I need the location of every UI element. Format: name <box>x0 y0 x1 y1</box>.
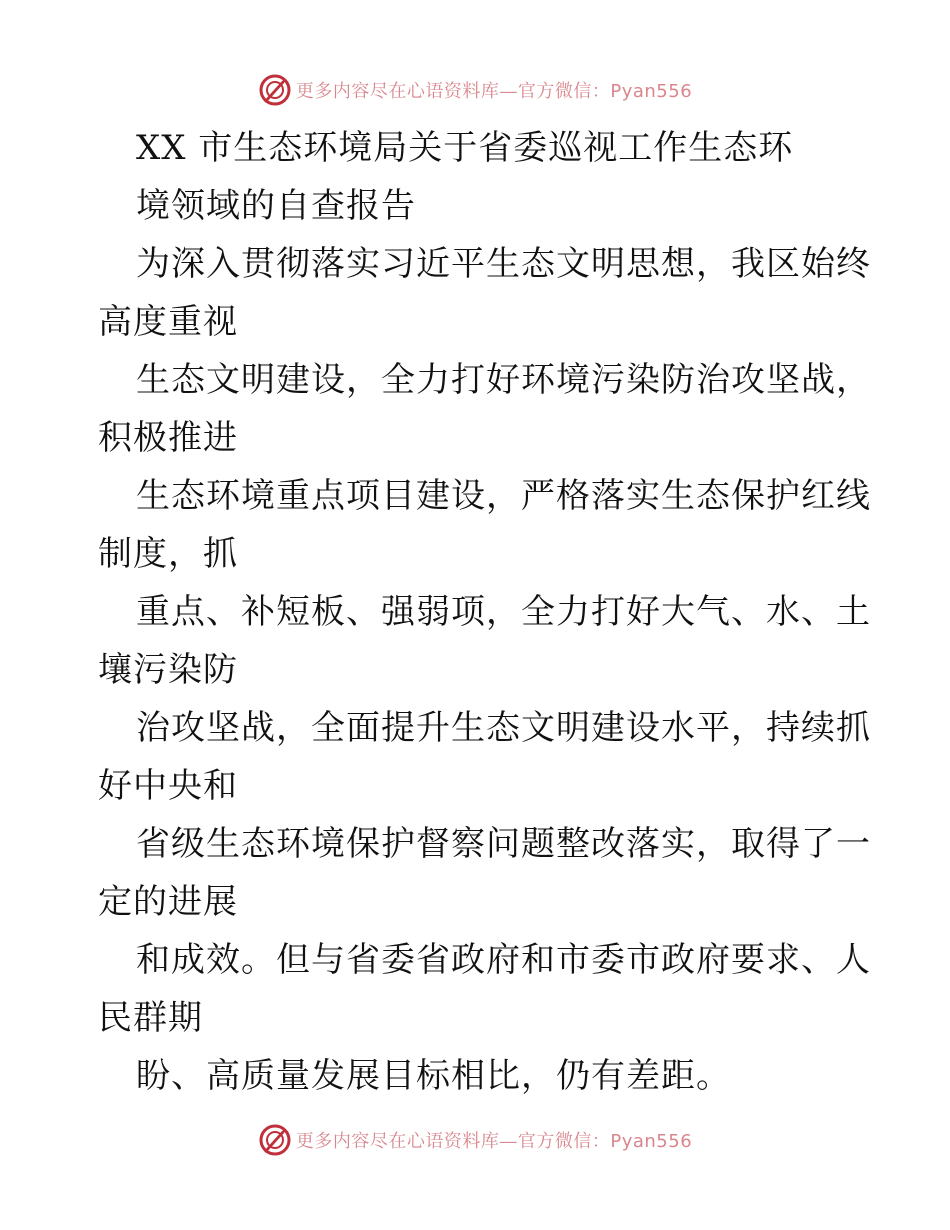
watermark-account: Pyan556 <box>610 1131 693 1152</box>
body-line: 高度重视 <box>98 302 238 342</box>
body-line: 生态文明建设，全力打好环境污染防治攻坚战， <box>136 360 871 400</box>
body-line: 生态环境重点项目建设，严格落实生态保护红线 <box>136 476 871 516</box>
body-line: 省级生态环境保护督察问题整改落实，取得了一 <box>136 824 871 864</box>
body-line: 盼、高质量发展目标相比，仍有差距。 <box>136 1056 731 1096</box>
body-line: 积极推进 <box>98 418 238 458</box>
body-line: 和成效。但与省委省政府和市委市政府要求、人 <box>136 940 871 980</box>
quill-logo-icon <box>258 1123 292 1157</box>
body-line: 定的进展 <box>98 882 238 922</box>
header-watermark <box>0 70 950 110</box>
body-line: 好中央和 <box>98 766 238 806</box>
body-line: 治攻坚战，全面提升生态文明建设水平，持续抓 <box>136 708 871 748</box>
footer-watermark <box>0 1120 950 1160</box>
body-line: 壤污染防 <box>98 650 238 690</box>
quill-logo-icon <box>258 73 292 107</box>
body-line: 重点、补短板、强弱项，全力打好大气、水、土 <box>136 592 871 632</box>
watermark-text: 更多内容尽在心语资料库—官方微信： <box>295 1131 611 1152</box>
watermark-text: 更多内容尽在心语资料库—官方微信： <box>295 81 611 102</box>
body-line: 制度，抓 <box>98 534 238 574</box>
body-line: 民群期 <box>98 998 203 1038</box>
document-title-line-1: XX 市生态环境局关于省委巡视工作生态环 <box>136 128 794 168</box>
document-title-line-2: 境领域的自查报告 <box>136 186 416 226</box>
body-line: 为深入贯彻落实习近平生态文明思想，我区始终 <box>136 244 871 284</box>
watermark-account: Pyan556 <box>610 81 693 102</box>
